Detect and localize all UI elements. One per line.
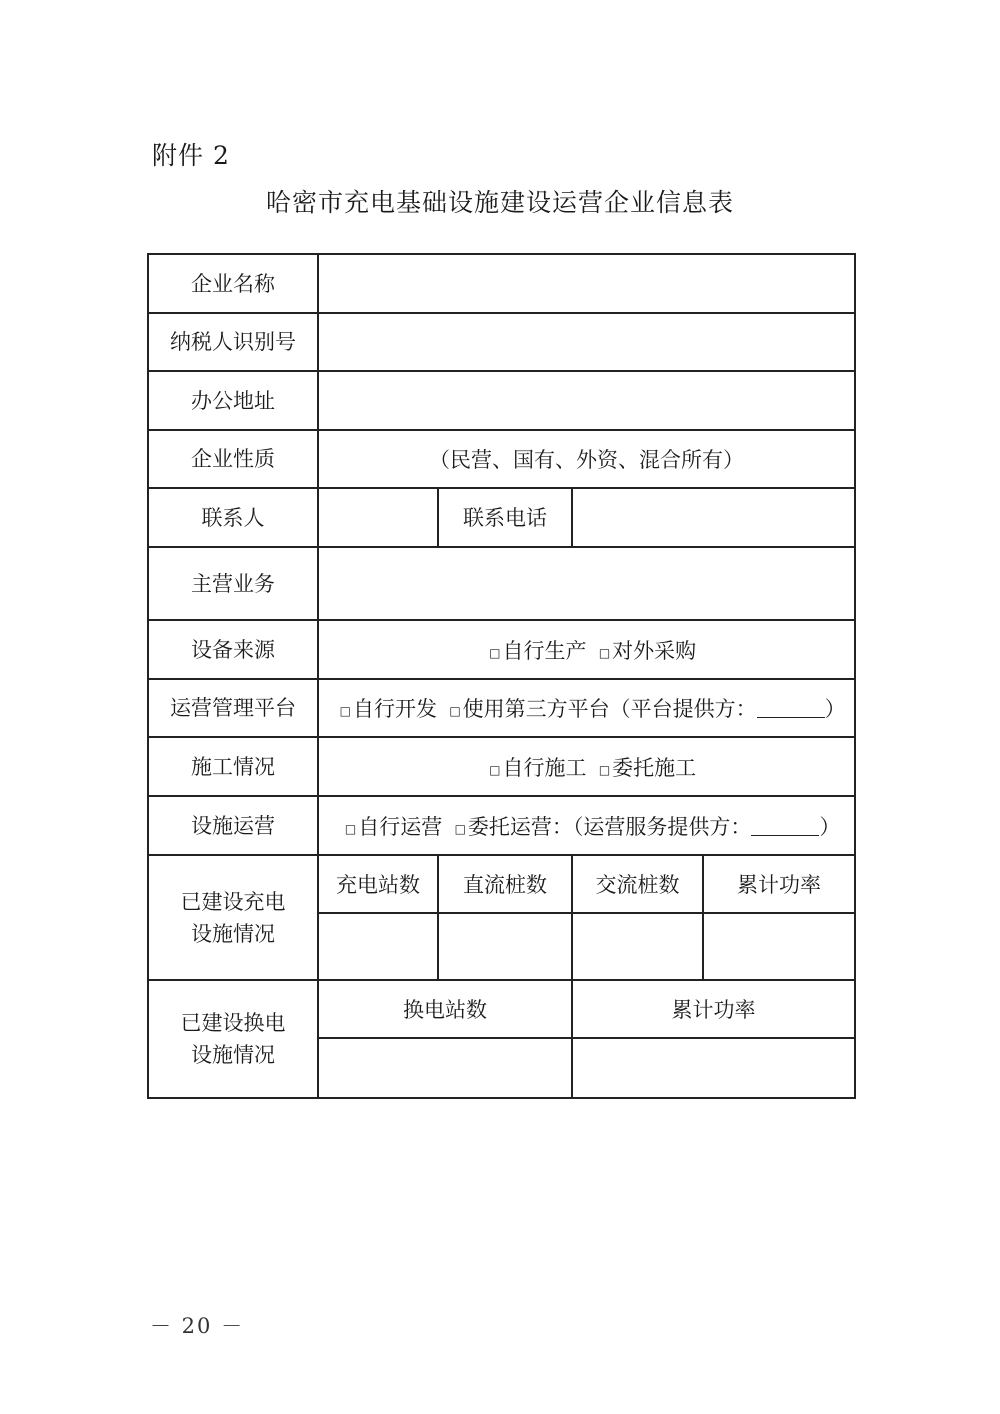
- contact-phone-label: 联系电话: [438, 488, 572, 547]
- swap-stations-header: 换电站数: [318, 980, 572, 1038]
- charging-stations-header: 充电站数: [318, 855, 438, 913]
- company-info-table: [147, 253, 856, 1099]
- dc-piles-header: 直流桩数: [438, 855, 572, 913]
- charging-stations-field[interactable]: [318, 913, 438, 980]
- charging-total-power-field[interactable]: [703, 913, 855, 980]
- checkbox-icon[interactable]: □: [344, 821, 357, 836]
- ac-piles-field[interactable]: [572, 913, 703, 980]
- checkbox-icon[interactable]: □: [598, 762, 611, 777]
- office-address-label: 办公地址: [148, 371, 318, 430]
- taxpayer-id-field[interactable]: [318, 313, 855, 371]
- checkbox-icon[interactable]: □: [454, 821, 466, 836]
- row-taxpayer-id: [148, 313, 855, 371]
- row-main-business: [148, 547, 855, 620]
- option-external-purchase[interactable]: [599, 635, 696, 665]
- construction-label: 施工情况: [148, 737, 318, 796]
- option-entrusted-operate[interactable]: [455, 811, 841, 841]
- operation-platform-label: 运营管理平台: [148, 679, 318, 737]
- option-label: 委托施工: [612, 755, 697, 780]
- swap-total-power-header: 累计功率: [572, 980, 855, 1038]
- option-label: 使用第三方平台（平台提供方：: [462, 697, 757, 721]
- option-entrusted-construct[interactable]: [599, 752, 696, 782]
- option-label: 自行生产: [502, 638, 587, 663]
- construction-options: [318, 737, 855, 796]
- row-company-name: [148, 254, 855, 313]
- row-facility-operation: [148, 796, 855, 855]
- row-operation-platform: [148, 679, 855, 737]
- option-label: 自行运营: [358, 814, 443, 839]
- swap-label-line2: 设施情况: [191, 1043, 275, 1067]
- company-name-field[interactable]: [318, 254, 855, 313]
- option-label: 委托运营：（运营服务提供方：: [467, 814, 752, 839]
- option-self-construct[interactable]: [477, 752, 599, 782]
- charging-label-line1: 已建设充电: [180, 889, 286, 914]
- page-number: － 20 －: [150, 1314, 245, 1338]
- option-label: 自行开发: [353, 697, 437, 721]
- option-third-party-platform[interactable]: [449, 693, 845, 723]
- checkbox-icon[interactable]: □: [489, 762, 501, 777]
- contact-phone-field[interactable]: [572, 488, 855, 547]
- charging-label-line2: 设施情况: [191, 921, 275, 946]
- option-self-develop[interactable]: [327, 693, 449, 723]
- row-contact: [148, 488, 855, 547]
- operation-provider-blank[interactable]: [751, 817, 819, 836]
- contact-person-label: 联系人: [148, 488, 318, 547]
- equipment-source-options: [318, 620, 855, 679]
- row-equipment-source: [148, 620, 855, 679]
- checkbox-icon[interactable]: □: [489, 645, 501, 660]
- charging-total-power-header: 累计功率: [703, 855, 855, 913]
- facility-operation-label: 设施运营: [148, 796, 318, 855]
- swap-facilities-label: [148, 980, 318, 1098]
- row-company-nature: [148, 430, 855, 488]
- platform-provider-blank[interactable]: [757, 699, 825, 718]
- row-swap-header: [148, 980, 855, 1038]
- main-business-label: 主营业务: [148, 547, 318, 620]
- company-nature-label: 企业性质: [148, 430, 318, 488]
- facility-operation-options: [318, 796, 855, 855]
- option-close-paren: ）: [819, 814, 841, 839]
- checkbox-icon[interactable]: □: [598, 645, 611, 660]
- swap-label-line1: 已建设换电: [180, 1011, 286, 1035]
- checkbox-icon[interactable]: □: [449, 704, 461, 718]
- option-label: 对外采购: [612, 638, 697, 663]
- option-self-produce[interactable]: [477, 635, 599, 665]
- row-charging-header: [148, 855, 855, 913]
- operation-platform-options: [318, 679, 855, 737]
- dc-piles-field[interactable]: [438, 913, 572, 980]
- attachment-label: 附件 2: [152, 141, 230, 170]
- equipment-source-label: 设备来源: [148, 620, 318, 679]
- charging-facilities-label: [148, 855, 318, 980]
- option-self-operate[interactable]: [333, 811, 455, 841]
- ac-piles-header: 交流桩数: [572, 855, 703, 913]
- office-address-field[interactable]: [318, 371, 855, 430]
- option-label: 自行施工: [502, 755, 587, 780]
- row-construction: [148, 737, 855, 796]
- checkbox-icon[interactable]: □: [339, 704, 351, 718]
- company-name-label: 企业名称: [148, 254, 318, 313]
- contact-person-field[interactable]: [318, 488, 438, 547]
- company-nature-field[interactable]: （民营、国有、外资、混合所有）: [318, 430, 855, 488]
- taxpayer-id-label: 纳税人识别号: [148, 313, 318, 371]
- swap-total-power-field[interactable]: [572, 1038, 855, 1098]
- swap-stations-field[interactable]: [318, 1038, 572, 1098]
- document-title: 哈密市充电基础设施建设运营企业信息表: [265, 188, 734, 217]
- main-business-field[interactable]: [318, 547, 855, 620]
- option-close-paren: ）: [824, 697, 846, 721]
- row-office-address: [148, 371, 855, 430]
